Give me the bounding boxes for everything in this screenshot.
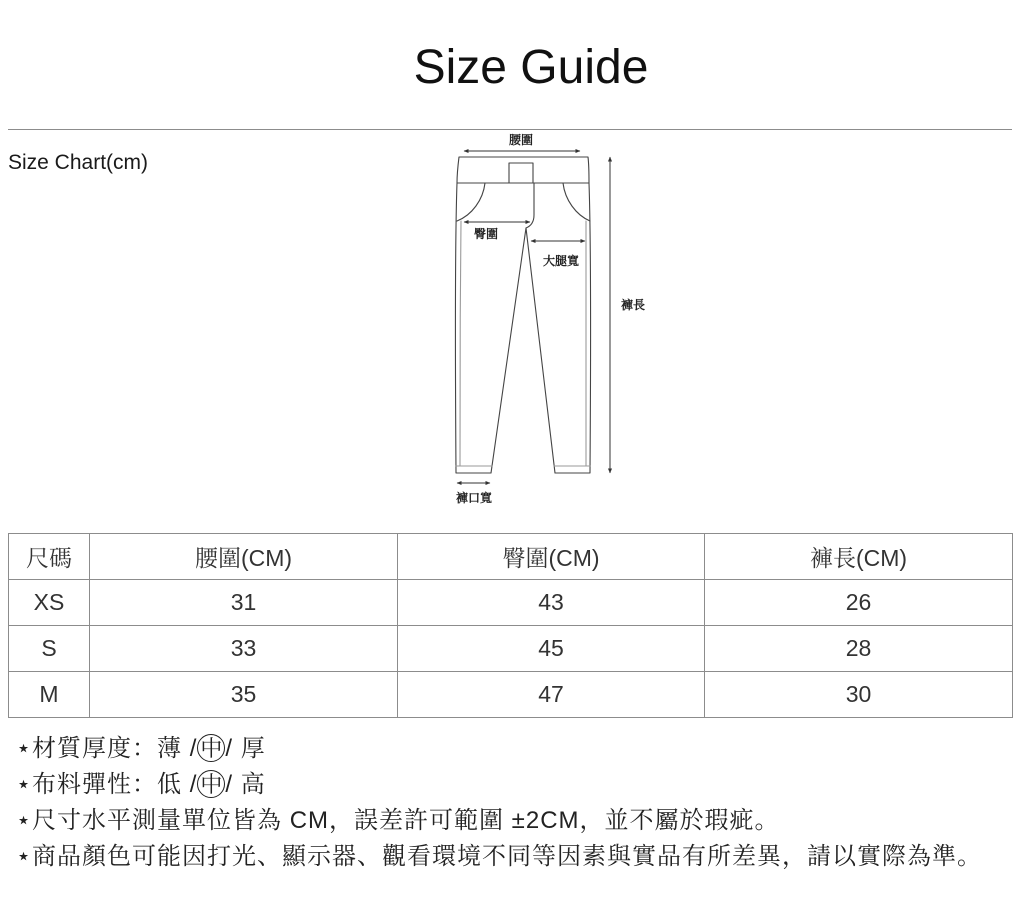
length-header: 褲長(CM) — [705, 534, 1013, 580]
pants-drawing — [455, 157, 590, 473]
hip-cell: 47 — [398, 672, 705, 718]
hip-header: 臀圍(CM) — [398, 534, 705, 580]
note-fabric-elasticity — [16, 767, 1012, 803]
thigh-label: 大腿寬 — [542, 254, 580, 268]
length-cell: 30 — [705, 672, 1013, 718]
table-header-row — [9, 534, 1013, 580]
note-color-disclaimer: ⋆商品顏色可能因打光、顯示器、觀看環境不同等因素與實品有所差異，請以實際為準。 — [16, 843, 983, 870]
selected-level-marker: 中 — [197, 734, 225, 762]
note-text: / 厚 — [225, 735, 266, 762]
note-fabric-thickness — [16, 731, 1012, 767]
hip-cell: 43 — [398, 580, 705, 626]
table-row — [9, 626, 1013, 672]
hem-label: 褲口寬 — [455, 491, 493, 505]
size-cell: XS — [9, 580, 90, 626]
waist-header: 腰圍(CM) — [90, 534, 398, 580]
waist-cell: 33 — [90, 626, 398, 672]
size-cell: M — [9, 672, 90, 718]
table-row — [9, 672, 1013, 718]
page-title: Size Guide — [413, 41, 649, 94]
note-text: ⋆材質厚度：薄 / — [16, 735, 198, 762]
note-text: / 高 — [225, 771, 266, 798]
size-table — [8, 533, 1013, 718]
length-label: 褲長 — [621, 298, 646, 312]
hip-label: 臀圍 — [473, 227, 499, 241]
size-chart-label: Size Chart(cm) — [8, 151, 149, 174]
selected-level-marker: 中 — [197, 770, 225, 798]
waist-label: 腰圍 — [508, 133, 534, 147]
size-cell: S — [9, 626, 90, 672]
waist-cell: 31 — [90, 580, 398, 626]
pants-measurement-diagram — [440, 128, 660, 510]
table-row — [9, 580, 1013, 626]
length-cell: 28 — [705, 626, 1013, 672]
note-text: ⋆布料彈性：低 / — [16, 771, 198, 798]
note-measurement-tolerance: ⋆尺寸水平測量單位皆為 CM，誤差許可範圍 ±2CM，並不屬於瑕疵。 — [16, 807, 780, 834]
notes-list — [16, 731, 1012, 875]
size-header: 尺碼 — [9, 534, 90, 580]
waist-cell: 35 — [90, 672, 398, 718]
length-cell: 26 — [705, 580, 1013, 626]
hip-cell: 45 — [398, 626, 705, 672]
